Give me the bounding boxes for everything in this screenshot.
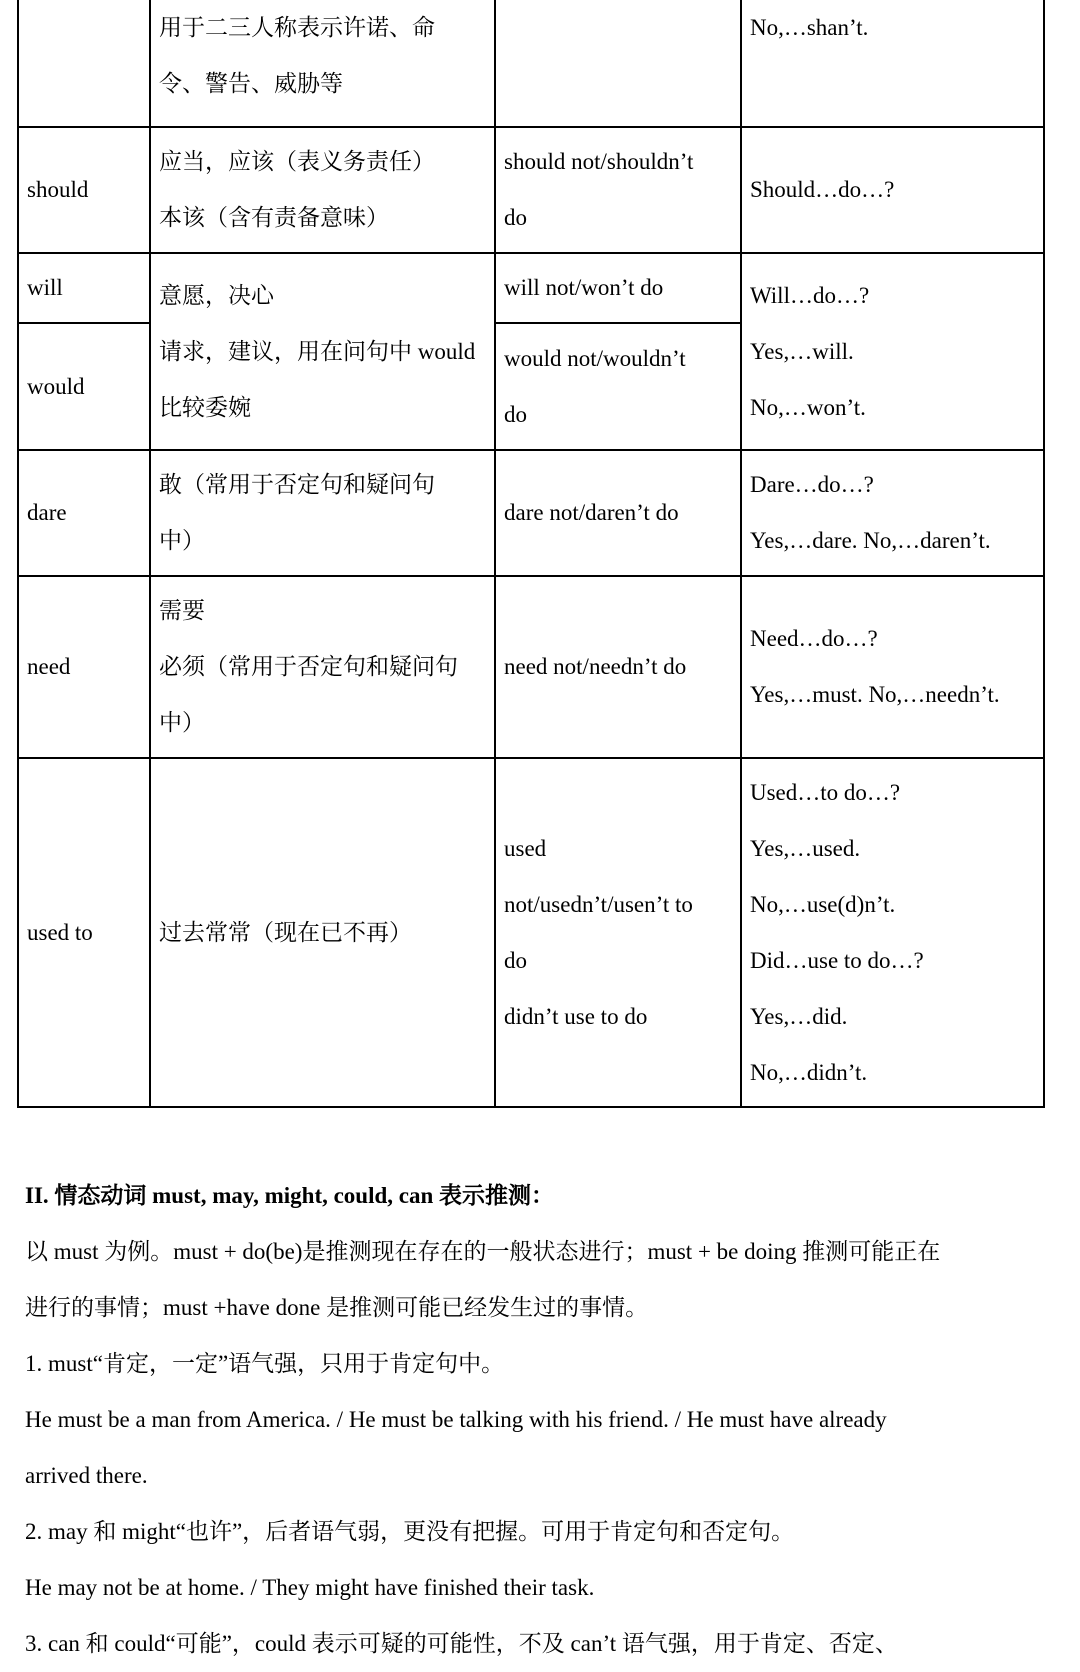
word-cell bbox=[18, 576, 150, 758]
meaning-cell bbox=[150, 450, 495, 576]
modal-verb-table bbox=[17, 0, 1045, 1108]
meaning-cell bbox=[150, 253, 495, 450]
table-row bbox=[18, 0, 1044, 127]
question-cell bbox=[741, 450, 1044, 576]
table-row bbox=[18, 450, 1044, 576]
word-cell bbox=[18, 450, 150, 576]
word-cell bbox=[18, 323, 150, 450]
meaning-cell bbox=[150, 576, 495, 758]
negative-cell bbox=[495, 450, 741, 576]
negative-cell bbox=[495, 576, 741, 758]
table-row bbox=[18, 758, 1044, 1107]
word-cell bbox=[18, 758, 150, 1107]
modal-word: should bbox=[27, 177, 89, 202]
question-line: Yes,…dare. No,…daren’t. bbox=[750, 528, 991, 553]
negative-cell bbox=[495, 323, 741, 450]
question-line: Yes,…must. No,…needn’t. bbox=[750, 682, 1000, 707]
negative-line: do bbox=[504, 205, 527, 230]
question-line: Yes,…did. bbox=[750, 1003, 848, 1029]
meaning-line: 需要 bbox=[159, 598, 205, 623]
word-cell bbox=[18, 127, 150, 253]
question-line: Should…do…? bbox=[750, 177, 895, 202]
question-cell bbox=[741, 253, 1044, 450]
table-row bbox=[18, 253, 1044, 323]
meaning-line: 应当，应该（表义务责任） bbox=[159, 149, 435, 174]
meaning-cell bbox=[150, 0, 495, 127]
example-line: He may not be at home. / They might have finished their task. bbox=[25, 1575, 595, 1600]
question-cell bbox=[741, 576, 1044, 758]
modal-word: used to bbox=[27, 919, 93, 945]
question-cell bbox=[741, 758, 1044, 1107]
meaning-line: 中） bbox=[159, 710, 205, 735]
meaning-line: 比较委婉 bbox=[159, 394, 251, 420]
negative-line: should not/shouldn’t bbox=[504, 149, 694, 174]
negative-line: didn’t use to do bbox=[504, 1003, 648, 1029]
negative-cell bbox=[495, 758, 741, 1107]
body-line: 3. can 和 could“可能”，could 表示可疑的可能性，不及 can’t 语气强，用于肯定、否定、 bbox=[25, 1631, 898, 1656]
meaning-line: 意愿，决心 bbox=[159, 282, 274, 308]
body-line: 进行的事情；must +have done 是推测可能已经发生过的事情。 bbox=[25, 1295, 649, 1320]
question-line: No,…shan’t. bbox=[750, 15, 869, 40]
meaning-line: 中） bbox=[159, 528, 205, 553]
modal-word: would bbox=[27, 373, 85, 399]
section-heading: II. 情态动词 must, may, might, could, can 表示推测： bbox=[25, 1183, 555, 1208]
question-line: Yes,…will. bbox=[750, 338, 854, 364]
meaning-line: 令、警告、威胁等 bbox=[159, 71, 343, 96]
meaning-cell bbox=[150, 758, 495, 1107]
question-cell bbox=[741, 127, 1044, 253]
meaning-line: 过去常常（现在已不再） bbox=[159, 919, 412, 945]
negative-line: would not/wouldn’t bbox=[504, 345, 686, 371]
modal-word: need bbox=[27, 654, 71, 679]
question-line: Yes,…used. bbox=[750, 835, 861, 861]
question-line: Did…use to do…? bbox=[750, 947, 924, 973]
negative-line: do bbox=[504, 947, 527, 973]
question-line: Dare…do…? bbox=[750, 472, 874, 497]
body-line: 2. may 和 might“也许”，后者语气弱，更没有把握。可用于肯定句和否定句。 bbox=[25, 1519, 795, 1544]
example-line: He must be a man from America. / He must be talking with his friend. / He must have already bbox=[25, 1407, 887, 1432]
word-cell bbox=[18, 0, 150, 127]
word-cell bbox=[18, 253, 150, 323]
inference-section bbox=[25, 1168, 1055, 1672]
negative-cell bbox=[495, 127, 741, 253]
negative-line: used bbox=[504, 835, 547, 861]
modal-word: will bbox=[27, 275, 63, 300]
question-line: No,…use(d)n’t. bbox=[750, 891, 896, 917]
negative-cell bbox=[495, 253, 741, 323]
table-row bbox=[18, 127, 1044, 253]
meaning-line: 请求，建议，用在问句中 would bbox=[159, 338, 476, 364]
question-line: No,…won’t. bbox=[750, 394, 866, 420]
example-line: arrived there. bbox=[25, 1463, 148, 1488]
negative-line: not/usedn’t/usen’t to bbox=[504, 891, 693, 917]
negative-cell bbox=[495, 0, 741, 127]
question-line: No,…didn’t. bbox=[750, 1059, 868, 1085]
meaning-cell bbox=[150, 127, 495, 253]
negative-line: dare not/daren’t do bbox=[504, 500, 679, 525]
question-cell bbox=[741, 0, 1044, 127]
question-line: Used…to do…? bbox=[750, 779, 901, 805]
modal-word: dare bbox=[27, 500, 67, 525]
negative-line: do bbox=[504, 401, 527, 427]
meaning-line: 用于二三人称表示许诺、命 bbox=[159, 15, 435, 40]
negative-line: need not/needn’t do bbox=[504, 654, 687, 679]
table-row bbox=[18, 576, 1044, 758]
question-line: Will…do…? bbox=[750, 282, 870, 308]
body-line: 1. must“肯定，一定”语气强，只用于肯定句中。 bbox=[25, 1351, 505, 1376]
meaning-line: 本该（含有责备意味） bbox=[159, 205, 389, 230]
negative-line: will not/won’t do bbox=[504, 275, 664, 300]
body-line: 以 must 为例。must + do(be)是推测现在存在的一般状态进行；must + be doing 推测可能正在 bbox=[25, 1239, 941, 1264]
meaning-line: 敢（常用于否定句和疑问句 bbox=[159, 472, 435, 497]
meaning-line: 必须（常用于否定句和疑问句 bbox=[159, 654, 458, 679]
question-line: Need…do…? bbox=[750, 626, 878, 651]
